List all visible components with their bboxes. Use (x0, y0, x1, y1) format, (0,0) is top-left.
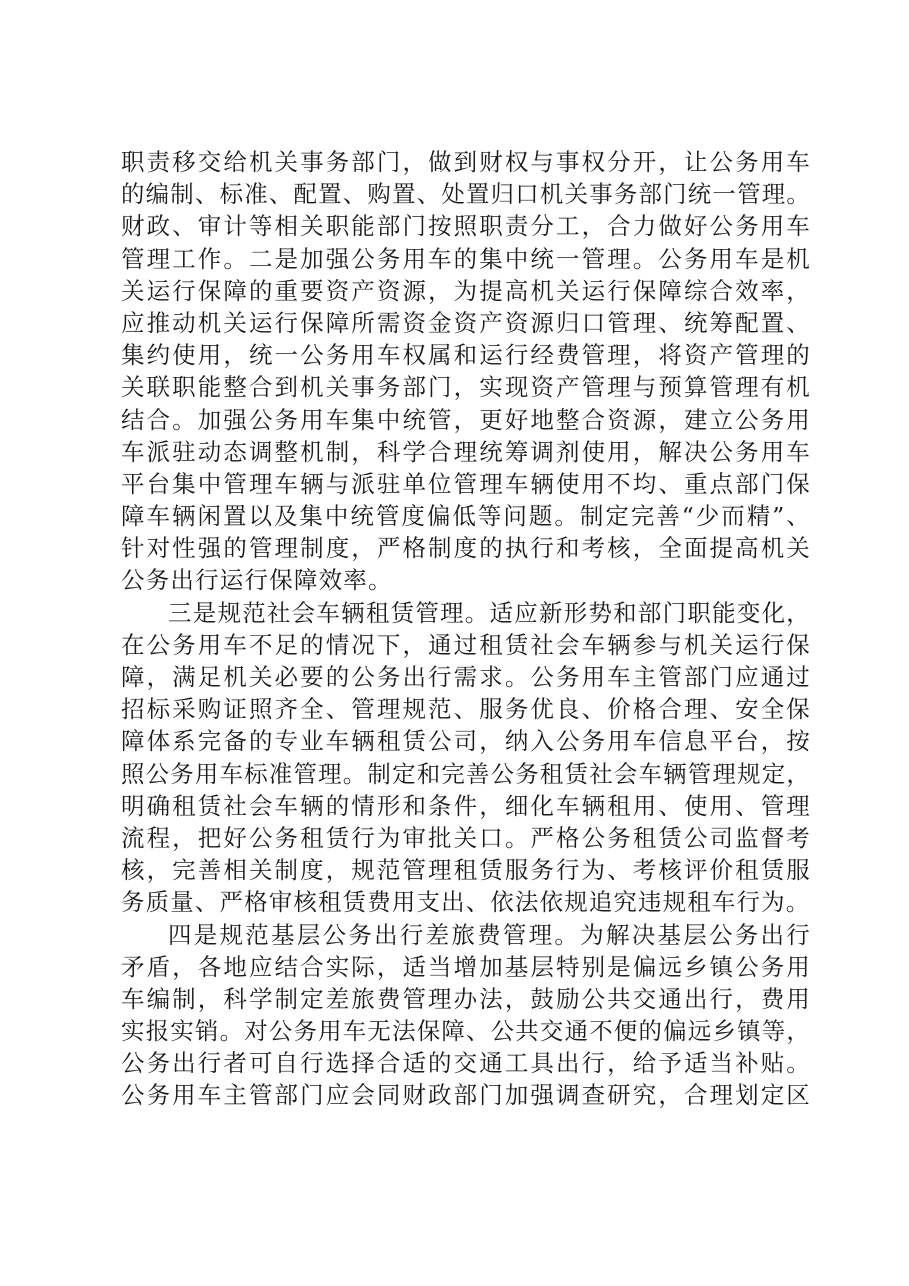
text-line: 集约使用，统一公务用车权属和运行经费管理，将资产管理的 (121, 341, 811, 370)
text-line: 照公务用车标准管理。制定和完善公务租赁社会车辆管理规定， (121, 759, 811, 788)
text-line: 结合。加强公务用车集中统管，更好地整合资源，建立公务用 (121, 405, 811, 434)
text-line: 四是规范基层公务出行差旅费管理。为解决基层公务出行 (168, 920, 811, 949)
text-line: 实报实销。对公务用车无法保障、公共交通不便的偏远乡镇等， (121, 1017, 811, 1046)
text-line: 关联职能整合到机关事务部门，实现资产管理与预算管理有机 (121, 373, 811, 402)
text-line: 管理工作。二是加强公务用车的集中统一管理。公务用车是机 (121, 244, 811, 273)
text-line: 公务用车主管部门应会同财政部门加强调查研究，合理划定区 (121, 1081, 811, 1110)
text-line: 关运行保障的重要资产资源，为提高机关运行保障综合效率， (121, 276, 811, 305)
text-line: 职责移交给机关事务部门，做到财权与事权分开，让公务用车 (121, 148, 811, 176)
text-line: 核，完善相关制度，规范管理租赁服务行为、考核评价租赁服 (121, 856, 811, 885)
text-line: 流程，把好公务租赁行为审批关口。严格公务租赁公司监督考 (121, 823, 811, 852)
text-line: 应推动机关运行保障所需资金资产资源归口管理、统筹配置、 (121, 308, 811, 337)
text-line: 的编制、标准、配置、购置、处置归口机关事务部门统一管理。 (121, 180, 811, 209)
text-line: 公务出行运行保障效率。 (121, 566, 393, 595)
text-line: 三是规范社会车辆租赁管理。适应新形势和部门职能变化， (168, 598, 811, 627)
text-line: 针对性强的管理制度，严格制度的执行和考核，全面提高机关 (121, 534, 811, 563)
text-line: 车派驻动态调整机制，科学合理统筹调剂使用，解决公务用车 (121, 437, 811, 466)
text-line: 障，满足机关必要的公务出行需求。公务用车主管部门应通过 (121, 663, 811, 691)
document-body-text (121, 146, 811, 1112)
text-line: 务质量、严格审核租赁费用支出、依法依规追究违规租车行为。 (121, 888, 811, 917)
text-line: 障体系完备的专业车辆租赁公司，纳入公务用车信息平台，按 (121, 727, 811, 756)
text-line: 公务出行者可自行选择合适的交通工具出行，给予适当补贴。 (121, 1049, 811, 1078)
text-line: 财政、审计等相关职能部门按照职责分工，合力做好公务用车 (121, 212, 811, 241)
text-line: 招标采购证照齐全、管理规范、服务优良、价格合理、安全保 (121, 695, 811, 724)
text-line: 障车辆闲置以及集中统管度偏低等问题。制定完善“少而精”、 (121, 502, 811, 531)
text-line: 在公务用车不足的情况下，通过租赁社会车辆参与机关运行保 (121, 630, 811, 659)
text-line: 车编制，科学制定差旅费管理办法，鼓励公共交通出行，费用 (121, 984, 811, 1013)
text-line: 明确租赁社会车辆的情形和条件，细化车辆租用、使用、管理 (121, 791, 811, 820)
text-line: 平台集中管理车辆与派驻单位管理车辆使用不均、重点部门保 (121, 469, 811, 498)
text-line: 矛盾，各地应结合实际，适当增加基层特别是偏远乡镇公务用 (121, 952, 811, 981)
